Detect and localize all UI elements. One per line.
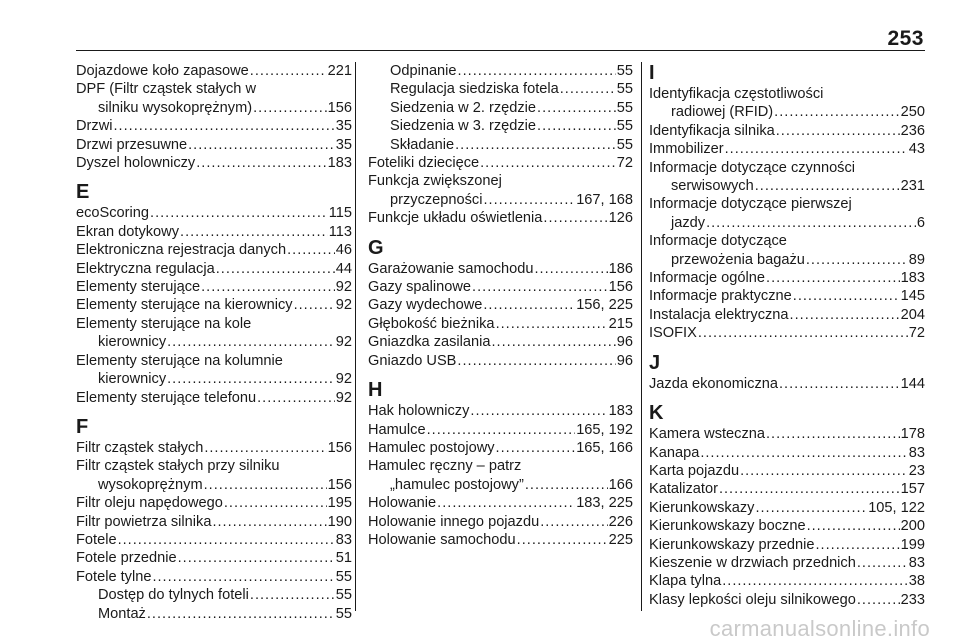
- dot-leader: [483, 191, 575, 209]
- entry-label: Immobilizer: [649, 141, 724, 158]
- dot-leader: [857, 591, 900, 609]
- entry-label: Holowanie samochodu: [368, 531, 516, 548]
- index-entry: [649, 480, 925, 498]
- entry-page-ref: 215: [608, 315, 633, 332]
- entry-label: Klapa tylna: [649, 573, 722, 590]
- dot-leader: [147, 605, 335, 623]
- dot-leader: [722, 572, 908, 590]
- dot-leader: [496, 439, 576, 457]
- index-entry: [76, 370, 352, 388]
- dot-leader: [706, 214, 916, 232]
- column-divider: [355, 62, 356, 611]
- index-entry: [649, 591, 925, 609]
- entry-page-ref: 44: [335, 260, 352, 277]
- index-entry: [76, 241, 352, 259]
- index-entry: [76, 117, 352, 135]
- entry-label: Gazy spalinowe: [368, 279, 472, 296]
- dot-leader: [700, 444, 907, 462]
- entry-page-ref: 183, 225: [576, 495, 633, 512]
- entry-page-ref: 200: [900, 518, 925, 535]
- index-entry: [76, 260, 352, 278]
- page-number: 253: [887, 27, 924, 50]
- entry-label: Filtr oleju napędowego: [76, 495, 223, 512]
- dot-leader: [167, 333, 335, 351]
- dot-leader: [806, 251, 908, 269]
- entry-page-ref: 55: [616, 99, 633, 116]
- dot-leader: [755, 177, 900, 195]
- entry-page-ref: 55: [335, 605, 352, 622]
- entry-label: Elektryczna regulacja: [76, 260, 215, 277]
- index-entry: [368, 494, 633, 512]
- index-entry: [649, 306, 925, 324]
- index-entry: [76, 494, 352, 512]
- entry-label: Kanapa: [649, 444, 700, 461]
- entry-label: Garażowanie samochodu: [368, 260, 534, 277]
- entry-page-ref: 23: [908, 462, 925, 479]
- index-entry: [76, 439, 352, 457]
- entry-label: przyczepności: [390, 191, 483, 208]
- entry-page-ref: 186: [608, 260, 633, 277]
- index-entry: [76, 62, 352, 80]
- entry-label: wysokoprężnym: [98, 476, 203, 493]
- entry-label: Holowanie innego pojazdu: [368, 513, 540, 530]
- index-subentry: [368, 80, 633, 98]
- index-entry: [649, 251, 925, 269]
- index-entry: [76, 204, 352, 222]
- index-subentry: [368, 99, 633, 117]
- index-entry: [649, 572, 925, 590]
- dot-leader: [457, 352, 615, 370]
- index-entry: [76, 136, 352, 154]
- entry-label: Informacje praktyczne: [649, 288, 792, 305]
- section-letter: H: [368, 379, 383, 402]
- index-entry: [649, 177, 925, 195]
- entry-label: radiowej (RFID): [671, 104, 774, 121]
- index-entry: [649, 140, 925, 158]
- entry-page-ref: 157: [900, 481, 925, 498]
- dot-leader: [480, 154, 616, 172]
- entry-label: Foteliki dziecięce: [368, 155, 480, 172]
- entry-page-ref: 236: [900, 122, 925, 139]
- index-entry: [649, 287, 925, 305]
- dot-leader: [196, 154, 326, 172]
- dot-leader: [492, 333, 616, 351]
- entry-label: Filtr cząstek stałych: [76, 439, 204, 456]
- entry-label: Kierunkowskazy boczne: [649, 518, 806, 535]
- index-entry: [649, 103, 925, 121]
- entry-label: silniku wysokoprężnym): [98, 99, 253, 116]
- entry-label: Elementy sterujące: [76, 279, 201, 296]
- entry-page-ref: 178: [900, 426, 925, 443]
- entry-page-ref: 35: [335, 136, 352, 153]
- index-column-1: [76, 62, 352, 623]
- entry-page-ref: 83: [908, 554, 925, 571]
- entry-label: Karta pojazdu: [649, 462, 740, 479]
- entry-label: Drzwi: [76, 118, 113, 135]
- index-column-2: [368, 62, 633, 549]
- index-entry: [649, 425, 925, 443]
- entry-page-ref: 43: [908, 141, 925, 158]
- column-divider: [641, 62, 642, 611]
- dot-leader: [427, 421, 576, 439]
- dot-leader: [257, 389, 335, 407]
- index-entry: [649, 444, 925, 462]
- dot-leader: [204, 476, 327, 494]
- entry-label: Kierunkowskazy przednie: [649, 536, 815, 553]
- dot-leader: [766, 425, 900, 443]
- entry-page-ref: 83: [335, 531, 352, 548]
- entry-label: Dojazdowe koło zapasowe: [76, 63, 249, 79]
- section-letter: J: [649, 351, 661, 374]
- dot-leader: [774, 103, 899, 121]
- dot-leader: [152, 568, 334, 586]
- entry-page-ref: 190: [327, 513, 352, 530]
- entry-label: Klasy lepkości oleju silnikowego: [649, 591, 856, 608]
- entry-label: Holowanie: [368, 495, 437, 512]
- index-entry: [649, 122, 925, 140]
- dot-leader: [793, 287, 900, 305]
- entry-label: Identyfikacja silnika: [649, 122, 775, 139]
- index-entry-heading: Informacje dotyczące czynności: [649, 159, 856, 176]
- dot-leader: [543, 209, 607, 227]
- entry-page-ref: 144: [900, 375, 925, 392]
- index-entry: [649, 324, 925, 342]
- dot-leader: [537, 117, 616, 135]
- entry-page-ref: 46: [335, 242, 352, 259]
- entry-label: Kieszenie w drzwiach przednich: [649, 554, 856, 571]
- entry-label: „hamulec postojowy”: [390, 476, 524, 493]
- dot-leader: [537, 99, 616, 117]
- index-entry: [368, 513, 633, 531]
- entry-page-ref: 35: [335, 118, 352, 135]
- dot-leader: [287, 241, 335, 259]
- index-entry: [76, 154, 352, 172]
- index-entry: [76, 476, 352, 494]
- entry-label: Hamulec postojowy: [368, 439, 495, 456]
- dot-leader: [188, 136, 335, 154]
- index-entry: [76, 223, 352, 241]
- entry-label: Funkcje układu oświetlenia: [368, 210, 543, 227]
- dot-leader: [776, 122, 900, 140]
- section-letter: I: [649, 62, 655, 84]
- dot-leader: [766, 269, 900, 287]
- entry-page-ref: 113: [328, 223, 352, 240]
- entry-label: ecoScoring: [76, 205, 150, 222]
- dot-leader: [560, 80, 616, 98]
- entry-page-ref: 72: [616, 155, 633, 172]
- dot-leader: [224, 494, 327, 512]
- entry-page-ref: 199: [900, 536, 925, 553]
- entry-page-ref: 92: [335, 389, 352, 406]
- dot-leader: [250, 586, 335, 604]
- dot-leader: [212, 513, 326, 531]
- index-entry-heading: Funkcja zwiększonej: [368, 173, 502, 190]
- index-entry: [368, 352, 633, 370]
- index-entry: [76, 333, 352, 351]
- entry-page-ref: 250: [900, 104, 925, 121]
- index-entry: [368, 476, 633, 494]
- index-entry: [368, 333, 633, 351]
- dot-leader: [540, 513, 607, 531]
- dot-leader: [807, 517, 900, 535]
- entry-page-ref: 83: [908, 444, 925, 461]
- index-entry: [76, 549, 352, 567]
- entry-label: Gniazdo USB: [368, 352, 457, 369]
- entry-label: Katalizator: [649, 481, 718, 498]
- entry-page-ref: 89: [908, 251, 925, 268]
- index-entry: [649, 214, 925, 232]
- index-entry: [368, 315, 633, 333]
- dot-leader: [719, 480, 900, 498]
- dot-leader: [725, 140, 908, 158]
- entry-label: Fotele: [76, 531, 117, 548]
- index-entry: [649, 517, 925, 535]
- dot-leader: [437, 494, 575, 512]
- index-entry: [368, 421, 633, 439]
- entry-label: Odpinanie: [390, 63, 457, 79]
- entry-label: Informacje ogólne: [649, 270, 766, 287]
- dot-leader: [201, 278, 335, 296]
- entry-page-ref: 156: [327, 439, 352, 456]
- index-entry: [368, 278, 633, 296]
- entry-page-ref: 55: [616, 81, 633, 98]
- entry-label: Elementy sterujące telefonu: [76, 389, 257, 406]
- dot-leader: [790, 306, 900, 324]
- dot-leader: [483, 296, 575, 314]
- index-entry: [368, 439, 633, 457]
- dot-leader: [204, 439, 326, 457]
- header-rule: [76, 50, 925, 51]
- entry-page-ref: 55: [335, 568, 352, 585]
- index-entry-heading: Elementy sterujące na kolumnie: [76, 352, 283, 369]
- entry-label: Gniazdka zasilania: [368, 334, 491, 351]
- dot-leader: [470, 402, 607, 420]
- entry-page-ref: 126: [608, 210, 633, 227]
- index-entry-heading: Identyfikacja częstotliwości: [649, 86, 824, 102]
- index-subentry: [368, 136, 633, 154]
- entry-label: Elektroniczna rejestracja danych: [76, 242, 287, 259]
- entry-page-ref: 195: [327, 495, 352, 512]
- entry-page-ref: 225: [608, 531, 633, 548]
- index-entry: [368, 209, 633, 227]
- entry-label: Elementy sterujące na kierownicy: [76, 297, 293, 314]
- entry-page-ref: 105, 122: [868, 499, 925, 516]
- entry-label: Hak holowniczy: [368, 403, 470, 420]
- entry-page-ref: 6: [916, 214, 925, 231]
- entry-label: Gazy wydechowe: [368, 297, 483, 314]
- entry-page-ref: 51: [335, 550, 352, 567]
- index-entry: [76, 278, 352, 296]
- entry-page-ref: 96: [616, 334, 633, 351]
- dot-leader: [253, 99, 327, 117]
- index-entry: [649, 462, 925, 480]
- entry-page-ref: 204: [900, 306, 925, 323]
- dot-leader: [178, 549, 335, 567]
- entry-page-ref: 165, 192: [576, 421, 633, 438]
- index-entry: [76, 296, 352, 314]
- dot-leader: [496, 315, 608, 333]
- index-entry-heading: Filtr cząstek stałych przy silniku: [76, 458, 280, 475]
- index-entry: [368, 191, 633, 209]
- index-subentry: [76, 605, 352, 623]
- dot-leader: [294, 296, 335, 314]
- dot-leader: [216, 260, 335, 278]
- entry-label: Dyszel holowniczy: [76, 155, 196, 172]
- index-entry-heading: Informacje dotyczące pierwszej: [649, 196, 852, 213]
- index-entry-heading: DPF (Filtr cząstek stałych w: [76, 81, 257, 98]
- entry-page-ref: 156: [608, 279, 633, 296]
- entry-label: jazdy: [671, 214, 706, 231]
- entry-page-ref: 167, 168: [576, 191, 633, 208]
- entry-label: Głębokość bieżnika: [368, 315, 495, 332]
- entry-label: Ekran dotykowy: [76, 223, 180, 240]
- entry-page-ref: 38: [908, 573, 925, 590]
- entry-label: Składanie: [390, 136, 455, 153]
- section-letter: G: [368, 236, 384, 259]
- dot-leader: [118, 531, 335, 549]
- index-entry: [368, 402, 633, 420]
- index-column-3: [649, 62, 925, 609]
- dot-leader: [525, 476, 608, 494]
- index-entry-heading: Informacje dotyczące: [649, 233, 787, 250]
- index-subentry: [368, 117, 633, 135]
- index-entry: [76, 531, 352, 549]
- index-entry: [649, 499, 925, 517]
- entry-label: przewożenia bagażu: [671, 251, 805, 268]
- entry-page-ref: 226: [608, 513, 633, 530]
- index-entry: [76, 389, 352, 407]
- index-entry: [649, 269, 925, 287]
- entry-page-ref: 92: [335, 297, 352, 314]
- entry-page-ref: 221: [327, 63, 352, 79]
- section-letter: F: [76, 415, 89, 438]
- entry-label: Jazda ekonomiczna: [649, 375, 778, 392]
- entry-label: Fotele przednie: [76, 550, 177, 567]
- entry-page-ref: 96: [616, 352, 633, 369]
- entry-page-ref: 165, 166: [576, 439, 633, 456]
- entry-page-ref: 231: [900, 178, 925, 195]
- entry-label: Regulacja siedziska fotela: [390, 81, 559, 98]
- index-entry: [649, 375, 925, 393]
- entry-label: Kamera wsteczna: [649, 426, 765, 443]
- index-entry: [649, 536, 925, 554]
- dot-leader: [698, 324, 908, 342]
- entry-label: Hamulce: [368, 421, 426, 438]
- dot-leader: [250, 62, 327, 80]
- index-entry: [368, 260, 633, 278]
- entry-page-ref: 156: [327, 476, 352, 493]
- entry-label: Filtr powietrza silnika: [76, 513, 212, 530]
- entry-page-ref: 183: [608, 403, 633, 420]
- dot-leader: [458, 62, 616, 80]
- entry-page-ref: 55: [616, 63, 633, 79]
- dot-leader: [113, 117, 334, 135]
- dot-leader: [455, 136, 616, 154]
- entry-page-ref: 183: [327, 155, 352, 172]
- section-letter: K: [649, 402, 664, 425]
- dot-leader: [857, 554, 908, 572]
- entry-label: Fotele tylne: [76, 568, 152, 585]
- entry-page-ref: 92: [335, 279, 352, 296]
- entry-label: kierownicy: [98, 334, 167, 351]
- dot-leader: [180, 223, 328, 241]
- entry-label: Siedzenia w 2. rzędzie: [390, 99, 537, 116]
- index-subentry: [76, 586, 352, 604]
- entry-label: kierownicy: [98, 371, 167, 388]
- entry-page-ref: 233: [900, 591, 925, 608]
- index-entry: [649, 554, 925, 572]
- index-entry-heading: Elementy sterujące na kole: [76, 315, 252, 332]
- entry-page-ref: 55: [616, 136, 633, 153]
- entry-label: Instalacja elektryczna: [649, 306, 789, 323]
- watermark: carmanualsonline.info: [709, 616, 930, 641]
- entry-label: Siedzenia w 3. rzędzie: [390, 118, 537, 135]
- index-subentry: [368, 62, 633, 80]
- entry-page-ref: 156, 225: [576, 297, 633, 314]
- dot-leader: [815, 536, 899, 554]
- entry-page-ref: 92: [335, 371, 352, 388]
- entry-page-ref: 145: [900, 288, 925, 305]
- entry-page-ref: 166: [608, 476, 633, 493]
- entry-page-ref: 55: [335, 587, 352, 604]
- index-entry: [368, 154, 633, 172]
- entry-label: Kierunkowskazy: [649, 499, 755, 516]
- dot-leader: [150, 204, 328, 222]
- entry-page-ref: 183: [900, 270, 925, 287]
- dot-leader: [535, 260, 608, 278]
- entry-page-ref: 55: [616, 118, 633, 135]
- index-entry: [368, 531, 633, 549]
- entry-page-ref: 156: [327, 99, 352, 116]
- index-entry: [368, 296, 633, 314]
- dot-leader: [472, 278, 608, 296]
- dot-leader: [779, 375, 900, 393]
- dot-leader: [740, 462, 908, 480]
- entry-page-ref: 72: [908, 325, 925, 342]
- entry-label: ISOFIX: [649, 325, 697, 342]
- entry-page-ref: 115: [328, 205, 352, 222]
- dot-leader: [517, 531, 608, 549]
- dot-leader: [167, 370, 335, 388]
- entry-label: serwisowych: [671, 178, 754, 195]
- dot-leader: [755, 499, 867, 517]
- index-entry-heading: Hamulec ręczny – patrz: [368, 458, 522, 475]
- section-letter: E: [76, 181, 90, 204]
- entry-page-ref: 92: [335, 334, 352, 351]
- entry-label: Dostęp do tylnych foteli: [98, 587, 249, 604]
- index-entry: [76, 568, 352, 586]
- entry-label: Montaż: [98, 605, 146, 622]
- entry-label: Drzwi przesuwne: [76, 136, 188, 153]
- index-entry: [76, 99, 352, 117]
- index-entry: [76, 513, 352, 531]
